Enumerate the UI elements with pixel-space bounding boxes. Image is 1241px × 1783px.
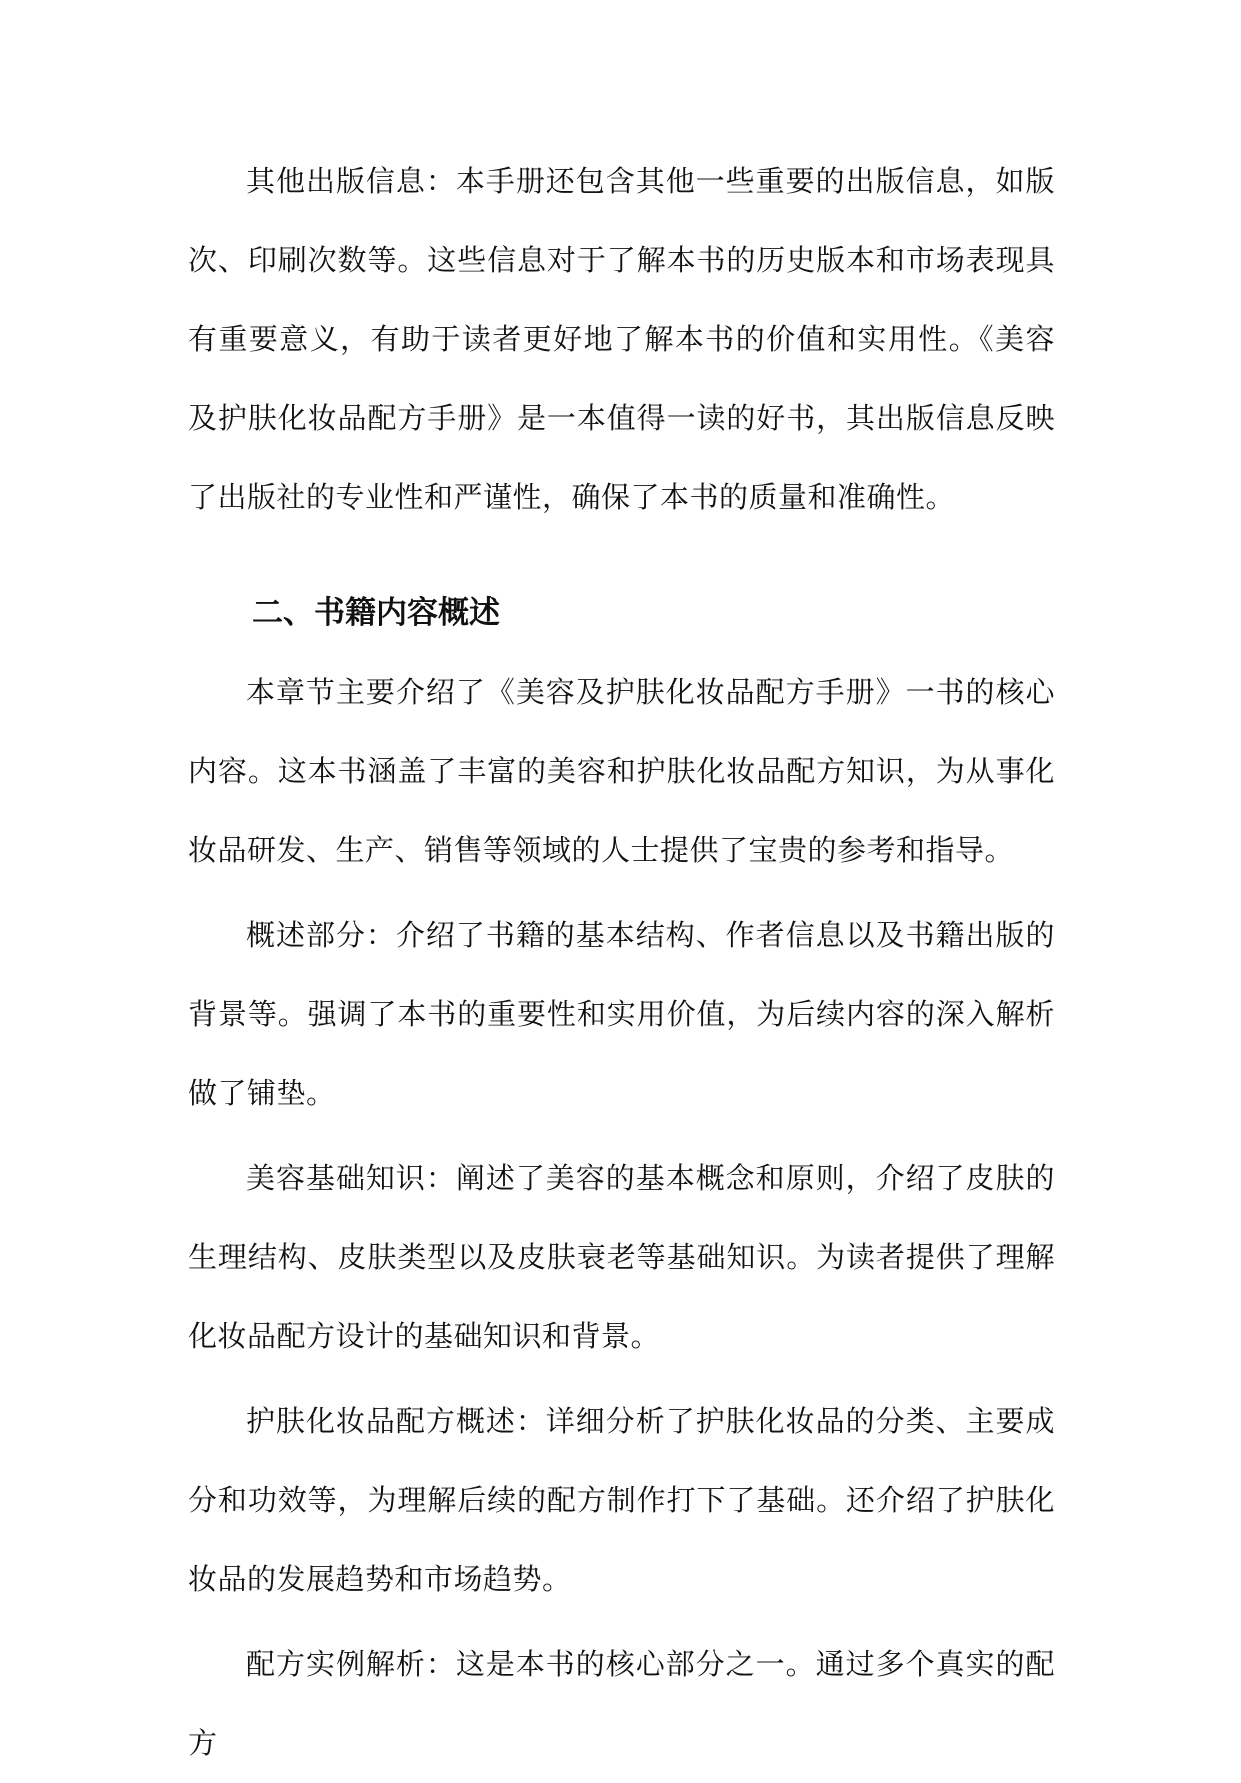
paragraph-chapter-intro: 本章节主要介绍了《美容及护肤化妆品配方手册》一书的核心内容。这本书涵盖了丰富的美容和护肤化妆品配方知识，为从事化妆品研发、生产、销售等领域的人士提供了宝贵的参考和指导。: [188, 675, 1055, 867]
section-heading: 二、书籍内容概述: [252, 595, 500, 631]
paragraph-skincare-overview: 护肤化妆品配方概述：详细分析了护肤化妆品的分类、主要成分和功效等，为理解后续的配方制作打下了基础。还介绍了护肤化妆品的发展趋势和市场趋势。: [188, 1404, 1055, 1596]
paragraph-publication-info: 其他出版信息：本手册还包含其他一些重要的出版信息，如版次、印刷次数等。这些信息对于了解本书的历史版本和市场表现具有重要意义，有助于读者更好地了解本书的价值和实用性。《美容及护肤化妆品配方手册》是一本值得一读的好书，其出版信息反映了出版社的专业性和严谨性，确保了本书的质量和准确性。: [188, 164, 1055, 514]
document-body: [188, 142, 1055, 1783]
paragraph-beauty-basics: 美容基础知识：阐述了美容的基本概念和原则，介绍了皮肤的生理结构、皮肤类型以及皮肤衰老等基础知识。为读者提供了理解化妆品配方设计的基础知识和背景。: [188, 1161, 1055, 1353]
paragraph-formula-examples: 配方实例解析：这是本书的核心部分之一。通过多个真实的配方: [188, 1647, 1055, 1760]
paragraph-overview: 概述部分：介绍了书籍的基本结构、作者信息以及书籍出版的背景等。强调了本书的重要性和实用价值，为后续内容的深入解析做了铺垫。: [188, 918, 1055, 1110]
